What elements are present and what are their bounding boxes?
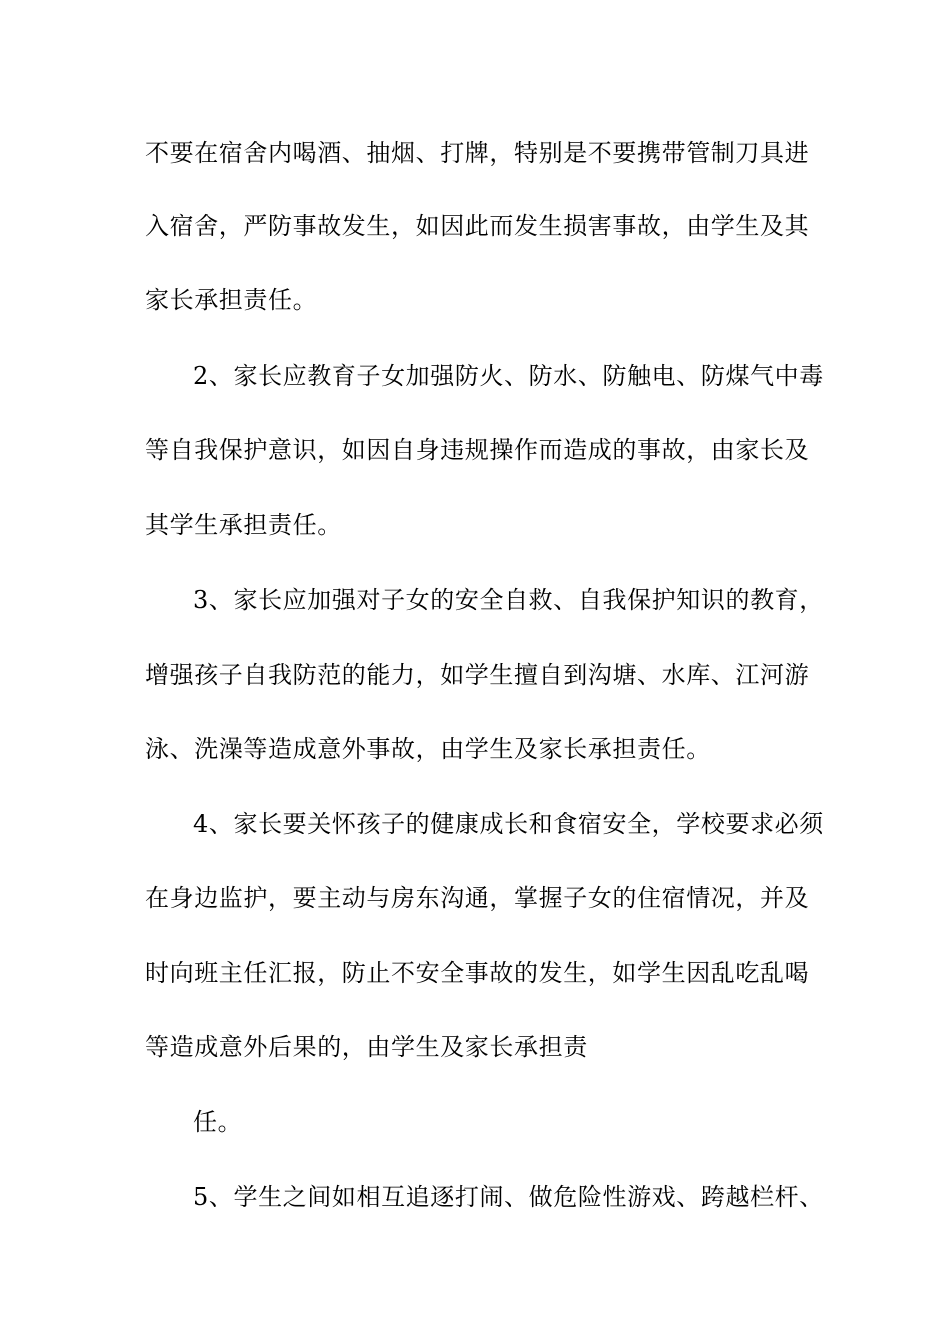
text-line: 其学生承担责任。 bbox=[145, 511, 342, 539]
paragraph-first-line: 4、家长要关怀孩子的健康成长和食宿安全，学校要求必须 bbox=[193, 810, 824, 838]
text-line: 时向班主任汇报，防止不安全事故的发生，如学生因乱吃乱喝 bbox=[145, 959, 810, 987]
paragraph-first-line: 3、家长应加强对子女的安全自救、自我保护知识的教育， bbox=[193, 586, 824, 614]
text-line: 增强孩子自我防范的能力，如学生擅自到沟塘、水库、江河游 bbox=[145, 661, 810, 689]
text-line: 家长承担责任。 bbox=[145, 286, 318, 314]
text-line: 不要在宿舍内喝酒、抽烟、打牌，特别是不要携带管制刀具进 bbox=[145, 139, 810, 167]
paragraph-first-line: 5、学生之间如相互追逐打闹、做危险性游戏、跨越栏杆、 bbox=[193, 1183, 824, 1211]
text-line: 泳、洗澡等造成意外事故，由学生及家长承担责任。 bbox=[145, 735, 711, 763]
text-line: 等造成意外后果的，由学生及家长承担责 bbox=[145, 1033, 588, 1061]
text-line: 任。 bbox=[193, 1108, 243, 1136]
paragraph-first-line: 2、家长应教育子女加强防火、防水、防触电、防煤气中毒 bbox=[193, 362, 824, 390]
text-line: 等自我保护意识，如因自身违规操作而造成的事故，由家长及 bbox=[145, 436, 810, 464]
text-line: 入宿舍，严防事故发生，如因此而发生损害事故，由学生及其 bbox=[145, 212, 810, 240]
text-line: 在身边监护，要主动与房东沟通，掌握子女的住宿情况，并及 bbox=[145, 884, 810, 912]
